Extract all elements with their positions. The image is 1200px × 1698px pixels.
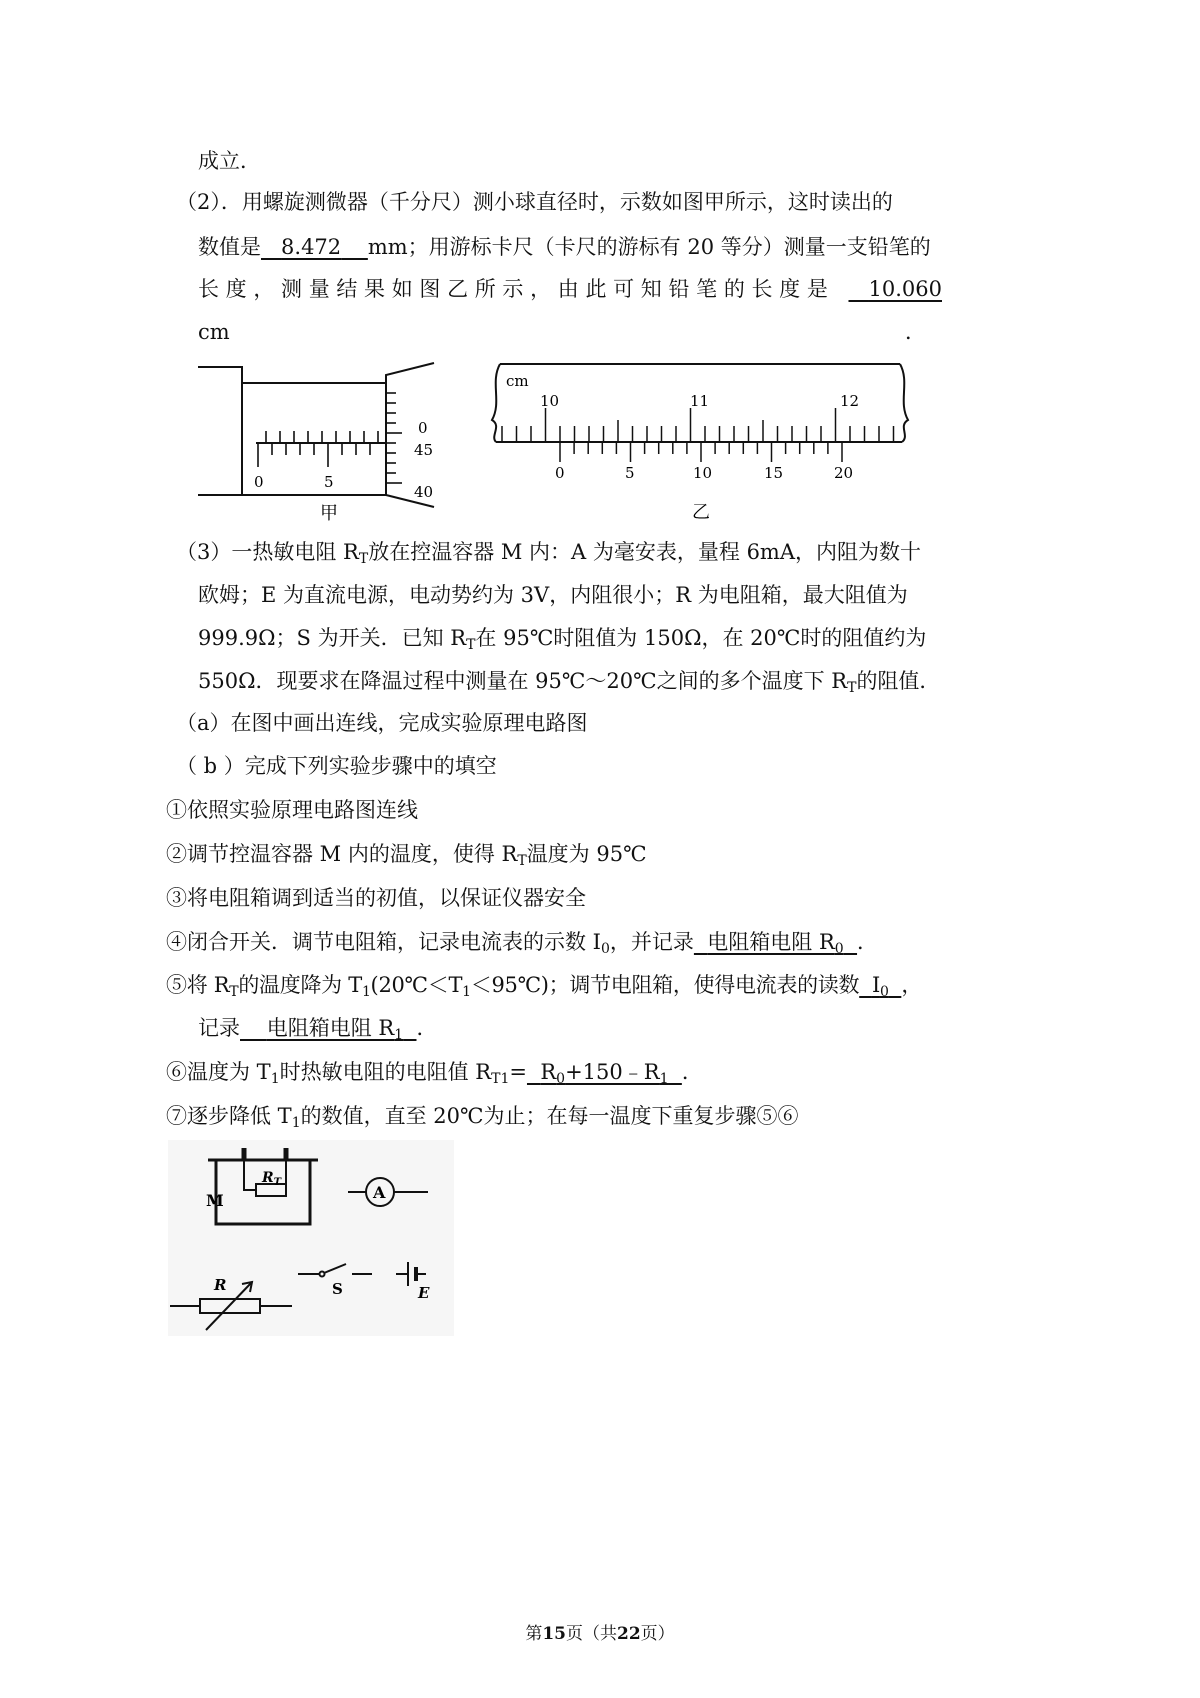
caliper-main-ticks (502, 408, 894, 442)
vernier-caliper-figure (488, 362, 916, 524)
thimble-label-40: 40 (414, 483, 434, 501)
question-2-line-4 (198, 317, 926, 347)
step-6: ⑥温度为 $T_1$时热敏电阻的电阻值 $R_{T1}=$ $R_0+150﹣R_1$ ． (166, 1060, 703, 1087)
page-footer: 第15页（共22页） (525, 1624, 675, 1644)
main-scale-label-5: 5 (324, 473, 334, 491)
step-3: ③将电阻箱调到适当的初值，以保证仪器安全 (166, 886, 586, 910)
question-3-line-1: （3）一热敏电阻 $R_T$放在控温容器 M 内：A 为毫安表，量程 6mA，内阻为数十 (176, 540, 922, 567)
question-3-line-4: 550Ω．现要求在降温过程中测量在 95℃～20℃之间的多个温度下 $R_T$的阻值． (198, 669, 941, 696)
thimble-label-45: 45 (414, 441, 434, 459)
label-r: R (214, 1276, 227, 1294)
part-a: （a）在图中画出连线，完成实验原理电路图 (176, 711, 588, 735)
step-4: ④闭合开关．调节电阻箱，记录电流表的示数 $I_0$，并记录 电阻箱电阻 $R_0$ ． (166, 930, 879, 957)
vernier-label-0: 0 (555, 464, 565, 482)
caliper-label-10: 10 (540, 392, 560, 410)
label-s: S (332, 1280, 343, 1298)
answer-blank-step-4: 电阻箱电阻 $R_0$ (707, 930, 844, 957)
page-total: 22 (617, 1624, 641, 1644)
step-7: ⑦逐步降低 $T_1$的数值，直至 20℃为止；在每一温度下重复步骤⑤⑥ (166, 1104, 799, 1131)
text-line-1: 成立． (198, 149, 261, 173)
caliper-vernier-ticks (560, 442, 842, 462)
label-m: M (206, 1191, 224, 1210)
main-scale-ticks (258, 431, 378, 467)
answer-blank-step-6: $R_0+150﹣R_1$ (540, 1060, 669, 1087)
question-3-line-3: 999.9Ω；S 为开关．已知 $R_T$在 95℃时阻值为 150Ω，在 20℃时的阻值约为 (198, 626, 927, 653)
question-3-line-2: 欧姆；E 为直流电源，电动势约为 3V，内阻很小；R 为电阻箱，最大阻值为 (198, 583, 908, 607)
micrometer-figure (196, 355, 458, 523)
step-1: ①依照实验原理电路图连线 (166, 798, 418, 822)
period: ． (905, 320, 926, 344)
answer-blank-micrometer: 8.472 (281, 235, 342, 259)
vernier-label-5: 5 (625, 464, 635, 482)
question-2-line-1: （2）．用螺旋测微器（千分尺）测小球直径时，示数如图甲所示，这时读出的 (176, 190, 893, 214)
caliper-label-12: 12 (840, 392, 860, 410)
thimble-label-0: 0 (418, 419, 428, 437)
unit-label: cm (506, 372, 529, 390)
step-5-continued: 记录 电阻箱电阻 $R_1$ ． (198, 1016, 438, 1043)
page-number: 15 (542, 1624, 566, 1644)
label: 数值是 (198, 235, 261, 259)
circuit-components-figure (168, 1140, 454, 1336)
vernier-label-20: 20 (834, 464, 854, 482)
micrometer-frame (198, 367, 242, 495)
label: 长 度 ， 测 量 结 果 如 图 乙 所 示 ， 由 此 可 知 铅 笔 的 长 度 是 (198, 277, 828, 301)
part-b: （ b ）完成下列实验步骤中的填空 (176, 754, 497, 778)
answer-blank-step-5-reading: $I_0$ (871, 973, 889, 1000)
answer-blank-vernier: 10.060 (868, 277, 942, 301)
question-2-line-3 (198, 274, 942, 304)
figure-caption-yi: 乙 (692, 502, 710, 523)
label-a: A (373, 1183, 386, 1202)
answer-blank-step-5-record: 电阻箱电阻 $R_1$ (266, 1016, 404, 1043)
figure-caption-jia: 甲 (320, 503, 338, 523)
question-2-line-2 (198, 232, 931, 262)
label-e: E (418, 1284, 430, 1302)
main-scale-label-0: 0 (254, 473, 264, 491)
thimble-ticks (386, 393, 402, 483)
label: mm；用游标卡尺（卡尺的游标有 20 等分）测量一支铅笔的 (367, 235, 931, 259)
caliper-label-11: 11 (690, 392, 710, 410)
step-2: ②调节控温容器 M 内的温度，使得 $R_T$温度为 95℃ (166, 842, 647, 869)
unit-cm: cm (198, 320, 230, 344)
label-rt: $R_T$ (262, 1170, 282, 1188)
vernier-label-10: 10 (693, 464, 713, 482)
thimble-edge (386, 363, 434, 383)
step-5: ⑤将 $R_T$的温度降为 $T_1(20℃<T_1<95℃)$；调节电阻箱，使得电流表的读数 $I_0$ ， (166, 973, 923, 1000)
vernier-label-15: 15 (764, 464, 784, 482)
